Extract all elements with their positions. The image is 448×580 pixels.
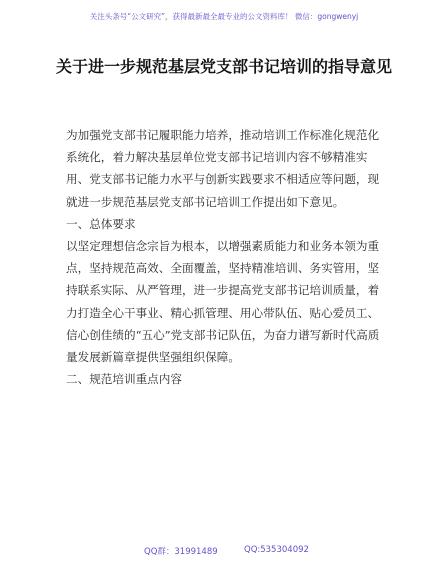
document-title: 关于进一步规范基层党支部书记培训的指导意见	[55, 57, 392, 76]
section-heading-general-requirements: 一、总体要求	[66, 217, 136, 231]
footer-qq-number: QQ:535304092	[244, 545, 309, 555]
general-requirements-paragraph: 以坚定理想信念宗旨为根本，以增强素质能力和业务本领为重点，坚持规范高效、全面覆盖，坚持精准培训、务实管用，坚持联系实际、从严管理，进一步提高党支部书记培训质量，着力打造全心干事业、精心抓管理、用心带队伍、贴心爱员工、信心创佳绩的“五心”党支部书记队伍，为奋力谱写新时代高质量发展新篇章提供坚强组织保障。	[66, 239, 380, 365]
footer-qq-group: QQ群：31991489	[144, 547, 218, 557]
section-heading-training-content: 二、规范培训重点内容	[66, 372, 182, 386]
header-promo-note: 关注头条号“公文研究”，获得最新最全最专业的公文资料库！ 微信：gongwenyj	[89, 12, 359, 21]
intro-paragraph: 为加强党支部书记履职能力培养，推动培训工作标准化规范化系统化，着力解决基层单位党支部书记培训内容不够精准实用、党支部书记能力水平与创新实践要求不相适应等问题，现就进一步规范基层党支部书记培训工作提出如下意见。	[66, 128, 380, 209]
